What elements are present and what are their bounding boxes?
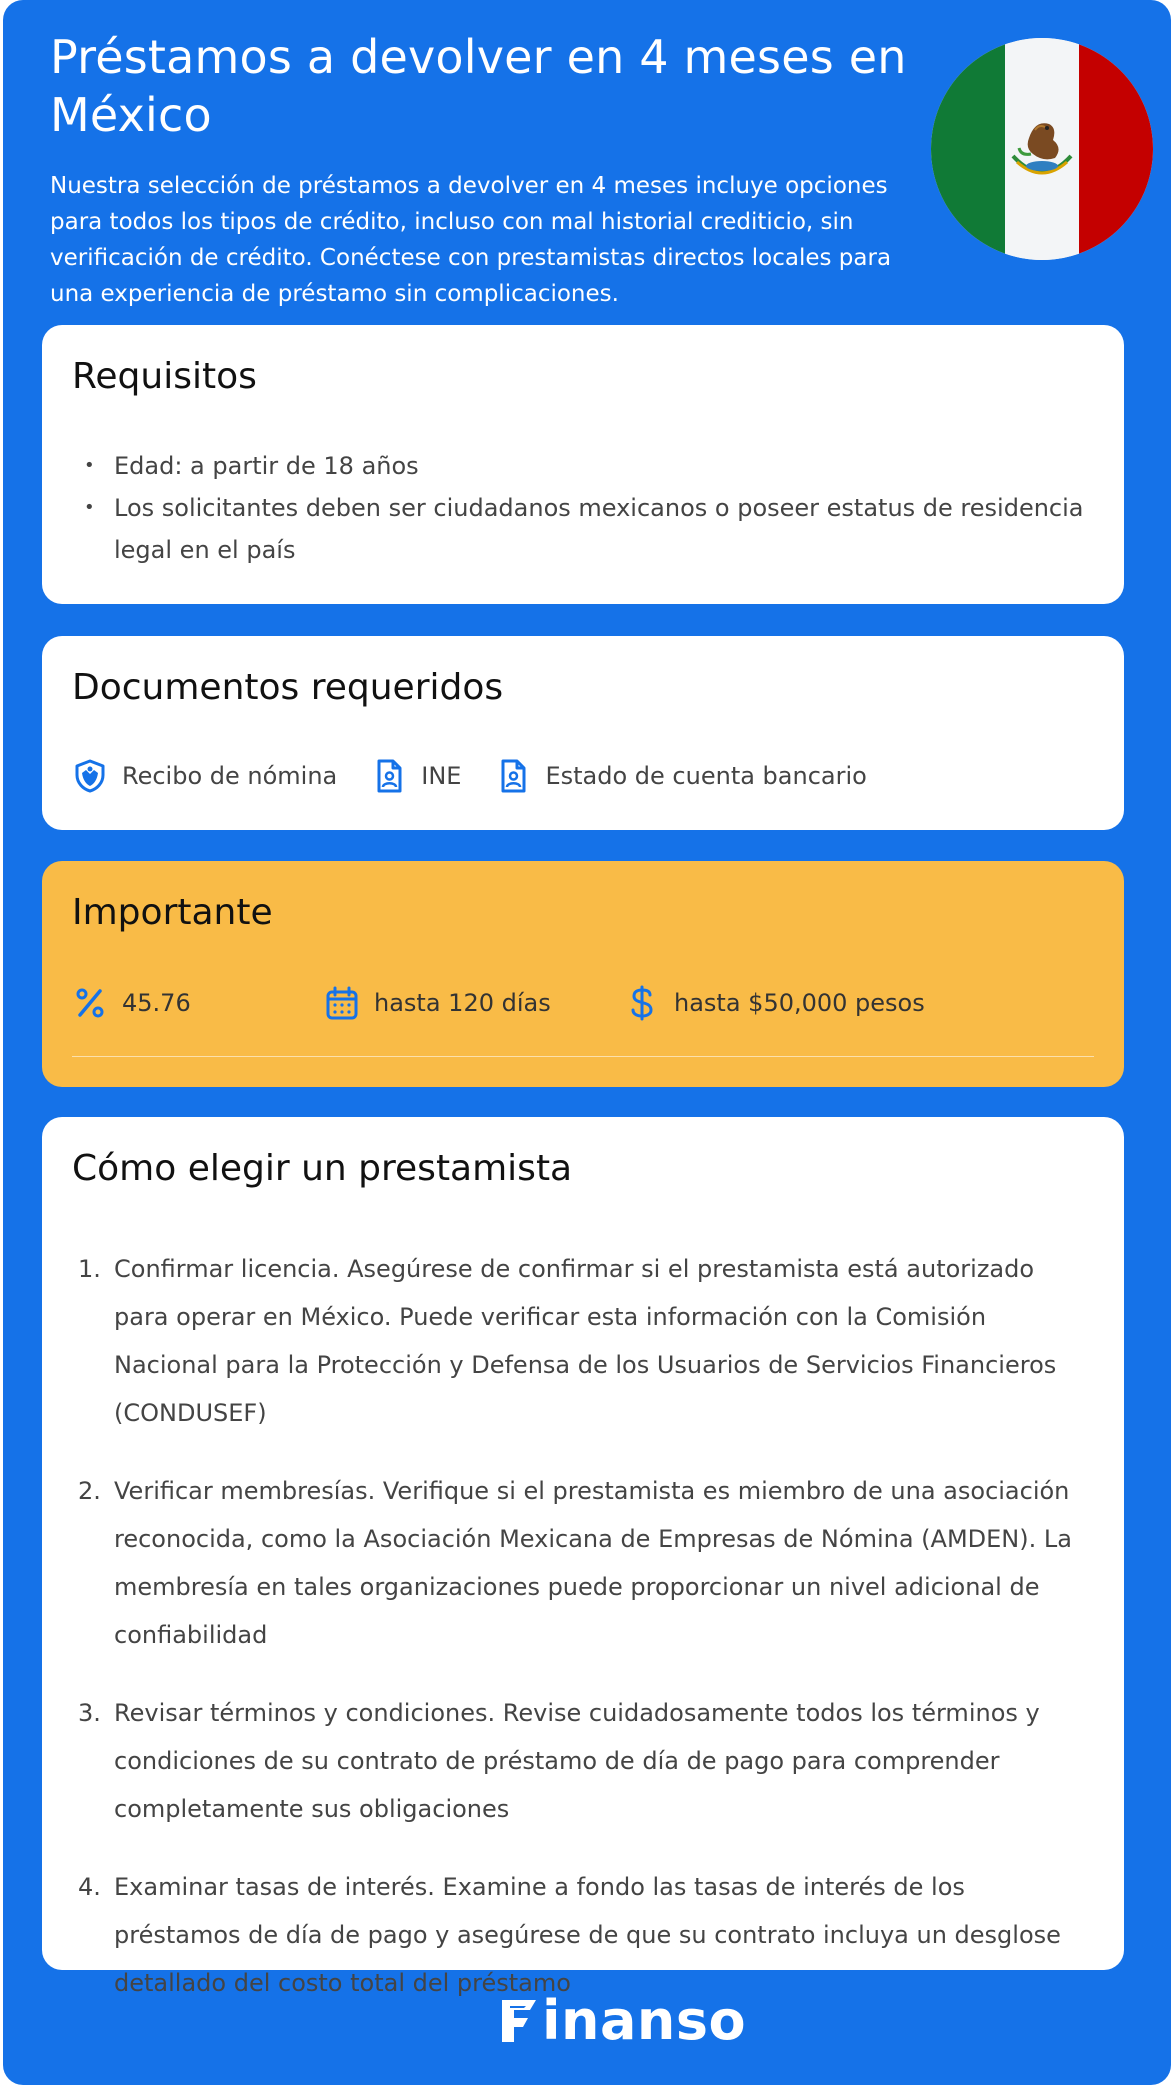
step-text: Verificar membresías. Verifique si el prestamista es miembro de una asociación reconocida, como la Asociación Mexicana de Empresas de Nómina (AMDEN). La membresía en tales organizaciones puede proporcionar un nivel adicional de confiabilidad — [114, 1477, 1072, 1649]
step-number: 2. — [78, 1477, 101, 1505]
page-subtitle: Nuestra selección de préstamos a devolver en 4 meses incluye opciones para todos los tipos de crédito, incluso con mal historial crediticio, sin verificación de crédito. Conéctese con prestamistas directos locales para una experiencia de préstamo sin complicaciones. — [50, 173, 892, 307]
logo-text: inanso — [542, 1989, 747, 2052]
lender-guide-steps — [78, 1245, 1094, 2037]
finanso-f-logo-icon — [496, 1996, 540, 2046]
percent-icon — [72, 985, 108, 1021]
fact-label: hasta $50,000 pesos — [674, 989, 925, 1017]
shield-icon — [72, 758, 108, 794]
step-text: Confirmar licencia. Asegúrese de confirmar si el prestamista está autorizado para operar en México. Puede verificar esta información con la Comisión Nacional para la Protección y Defensa de los Usuarios de Servicios Financieros (CONDUSEF) — [114, 1255, 1057, 1427]
step-number: 3. — [78, 1699, 101, 1727]
documents-card — [42, 636, 1124, 830]
fact-term — [324, 981, 551, 1025]
finanso-logo — [496, 1990, 746, 2052]
document-item-bank-statement — [495, 758, 866, 794]
lender-guide-card — [42, 1117, 1124, 1997]
important-card — [42, 861, 1124, 1087]
id-document-icon — [371, 758, 407, 794]
step-number: 4. — [78, 1873, 101, 1901]
divider — [72, 1056, 1094, 1057]
list-item — [78, 1245, 1094, 1437]
lender-guide-title: Cómo elegir un prestamista — [72, 1148, 573, 1189]
document-item-payroll — [72, 758, 337, 794]
step-text: Examinar tasas de interés. Examine a fondo las tasas de interés de los préstamos de día de pago y asegúrese de que su contrato incluya un desglose detallado del costo total del préstamo — [114, 1873, 1061, 1997]
step-number: 1. — [78, 1255, 101, 1283]
fact-label: hasta 120 días — [374, 989, 551, 1017]
mexico-flag-icon — [931, 38, 1153, 260]
requirements-title: Requisitos — [72, 356, 257, 397]
dollar-icon — [624, 985, 660, 1021]
list-item — [78, 1689, 1094, 1833]
requirements-card — [42, 325, 1124, 604]
document-item-ine — [371, 758, 461, 794]
list-item: • Los solicitantes deben ser ciudadanos mexicanos o poseer estatus de residencia legal en el país — [78, 487, 1088, 571]
document-label: Estado de cuenta bancario — [545, 762, 867, 790]
requirements-list — [78, 445, 1088, 571]
id-document-icon — [495, 758, 531, 794]
document-label: INE — [421, 762, 462, 790]
list-item — [78, 1863, 1094, 2007]
step-text: Revisar términos y condiciones. Revise cuidadosamente todos los términos y condiciones de su contrato de préstamo de día de pago para comprender completamente sus obligaciones — [114, 1699, 1040, 1823]
fact-label: 45.76 — [122, 989, 191, 1017]
important-facts — [72, 981, 1094, 1025]
documents-title: Documentos requeridos — [72, 667, 504, 708]
calendar-icon — [324, 985, 360, 1021]
documents-list — [72, 751, 901, 801]
fact-rate — [72, 981, 191, 1025]
document-label: Recibo de nómina — [122, 762, 338, 790]
infographic-frame — [3, 0, 1171, 2085]
important-title: Importante — [72, 892, 273, 933]
page-title: Préstamos a devolver en 4 meses en México — [50, 30, 907, 142]
list-item — [78, 1467, 1094, 1659]
fact-amount — [624, 981, 925, 1025]
list-item: • Edad: a partir de 18 años — [78, 445, 1088, 487]
